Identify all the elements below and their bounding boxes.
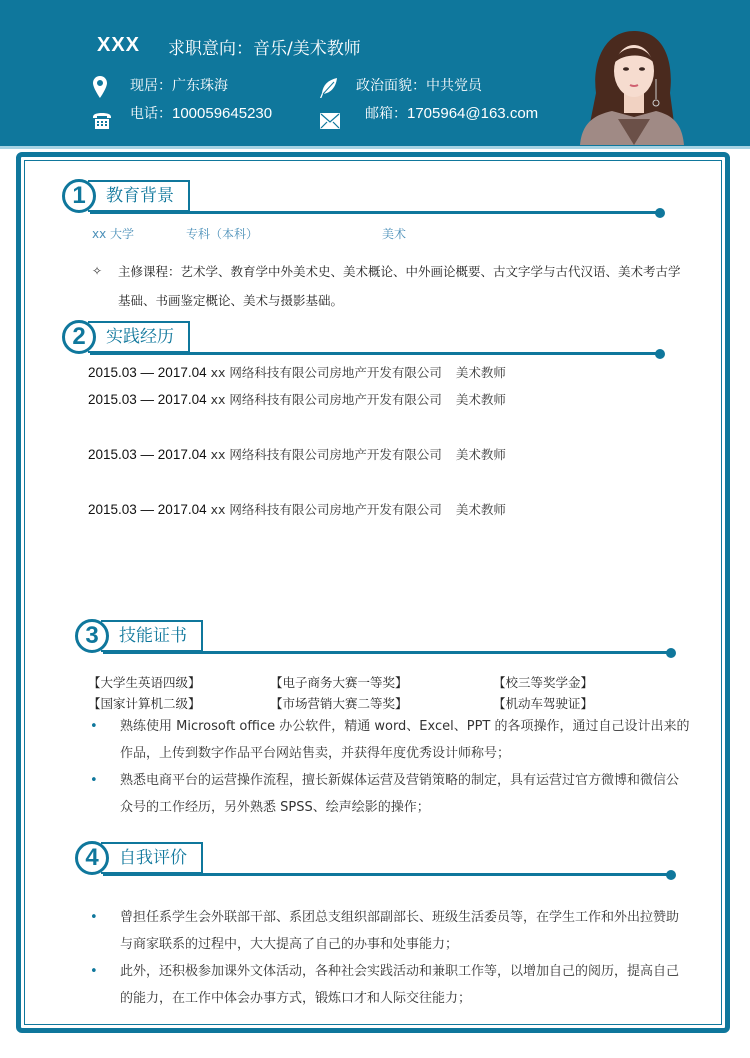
- bullet-icon: •: [90, 910, 98, 925]
- section-rule-dot: [666, 870, 676, 880]
- candidate-name: XXX: [97, 34, 141, 56]
- political-label: 政治面貌：: [356, 78, 426, 94]
- email: [365, 103, 538, 123]
- section-skills-header: [75, 619, 685, 655]
- courses-text: 主修课程：艺术学、教育学中外美术史、美术概论、中外画论概要、古文字学与古代汉语、美术考古学基础、书画鉴定概论、美术与摄影基础。: [118, 264, 681, 308]
- section-rule-dot: [655, 208, 665, 218]
- school-name: xx 大学: [92, 227, 135, 241]
- certificate: 【市场营销大赛二等奖】: [270, 696, 408, 711]
- self-evaluation-list: [90, 904, 690, 1012]
- skill-text: 熟悉电商平台的运营操作流程，擅长新媒体运营及营销策略的制定，具有运营过官方微博和微信公众号的工作经历，另外熟悉 SPSS、绘声绘影的操作；: [120, 773, 680, 815]
- political-value: 中共党员: [426, 78, 482, 94]
- experience-item: [88, 390, 506, 408]
- residence-label: 现居：: [130, 78, 172, 94]
- phone-value[interactable]: 100059645230: [172, 105, 273, 122]
- courses: [92, 257, 682, 315]
- degree: 专科（本科）: [186, 227, 259, 241]
- experience-role: 美术教师: [455, 447, 506, 462]
- residence: [130, 75, 228, 95]
- skill-text: 熟练使用 Microsoft office 办公软件，精通 word、Excel、PPT 的各项操作，通过自己设计出来的作品，上传到数字作品平台网站售卖，并获得年度优秀设计师称号；: [120, 719, 690, 761]
- section-number: 4: [75, 841, 109, 875]
- experience-date: 2015.03 — 2017.04: [88, 392, 207, 407]
- envelope-icon: [320, 113, 340, 129]
- experience-role: 美术教师: [455, 392, 506, 407]
- experience-item: [88, 363, 506, 381]
- experience-role: 美术教师: [455, 502, 506, 517]
- section-experience-header: [62, 320, 672, 356]
- section-rule-dot: [666, 648, 676, 658]
- section-title: 技能证书: [101, 620, 203, 652]
- bullet-icon: •: [90, 773, 98, 788]
- bullet-icon: •: [90, 719, 98, 734]
- section-education-header: [62, 179, 672, 215]
- evaluation-text: 此外，还积极参加课外文体活动，各种社会实践活动和兼职工作等，以增加自己的阅历，提高自己的能力，在工作中体会办事方式，锻炼口才和人际交往能力；: [120, 964, 680, 1006]
- telephone-icon: [92, 112, 112, 130]
- section-self-evaluation-header: [75, 841, 685, 877]
- skill-point: [90, 713, 690, 767]
- experience-company: xx 网络科技有限公司房地产开发有限公司: [206, 447, 442, 462]
- phone: [130, 103, 272, 123]
- evaluation-text: 曾担任系学生会外联部干部、系团总支组织部副部长、班级生活委员等，在学生工作和外出拉赞助与商家联系的过程中，大大提高了自己的办事和处事能力；: [120, 910, 680, 952]
- section-title: 教育背景: [88, 180, 190, 212]
- diamond-bullet-icon: ✧: [92, 264, 103, 278]
- bullet-icon: •: [90, 964, 98, 979]
- certificate: 【电子商务大赛一等奖】: [270, 675, 408, 690]
- experience-item: [88, 445, 506, 463]
- job-intent: 求职意向：音乐/美术教师: [168, 39, 361, 59]
- experience-role: 美术教师: [455, 365, 506, 380]
- phone-label: 电话：: [130, 106, 172, 122]
- evaluation-point: [90, 958, 690, 1012]
- leaf-icon: [320, 78, 338, 98]
- section-title: 实践经历: [88, 321, 190, 353]
- major: 美术: [382, 227, 407, 241]
- skills-list: [90, 713, 690, 821]
- section-number: 3: [75, 619, 109, 653]
- skill-point: [90, 767, 690, 821]
- evaluation-point: [90, 904, 690, 958]
- section-number: 1: [62, 179, 96, 213]
- email-value[interactable]: 1705964@163.com: [407, 105, 539, 122]
- experience-company: xx 网络科技有限公司房地产开发有限公司: [206, 392, 442, 407]
- political-status: [356, 75, 482, 95]
- section-rule-dot: [655, 349, 665, 359]
- section-number: 2: [62, 320, 96, 354]
- profile-photo: [580, 23, 684, 145]
- certificate: 【国家计算机二级】: [88, 696, 201, 711]
- email-label: 邮箱：: [365, 106, 407, 122]
- experience-item: [88, 500, 506, 518]
- experience-date: 2015.03 — 2017.04: [88, 447, 207, 462]
- location-pin-icon: [93, 76, 107, 98]
- certificate: 【机动车驾驶证】: [493, 696, 594, 711]
- certificate: 【校三等奖学金】: [493, 675, 594, 690]
- experience-date: 2015.03 — 2017.04: [88, 365, 207, 380]
- experience-company: xx 网络科技有限公司房地产开发有限公司: [206, 365, 442, 380]
- residence-value: 广东珠海: [172, 78, 228, 94]
- header-divider: [0, 146, 750, 149]
- certificate: 【大学生英语四级】: [88, 675, 201, 690]
- experience-company: xx 网络科技有限公司房地产开发有限公司: [206, 502, 442, 517]
- experience-date: 2015.03 — 2017.04: [88, 502, 207, 517]
- section-title: 自我评价: [101, 842, 203, 874]
